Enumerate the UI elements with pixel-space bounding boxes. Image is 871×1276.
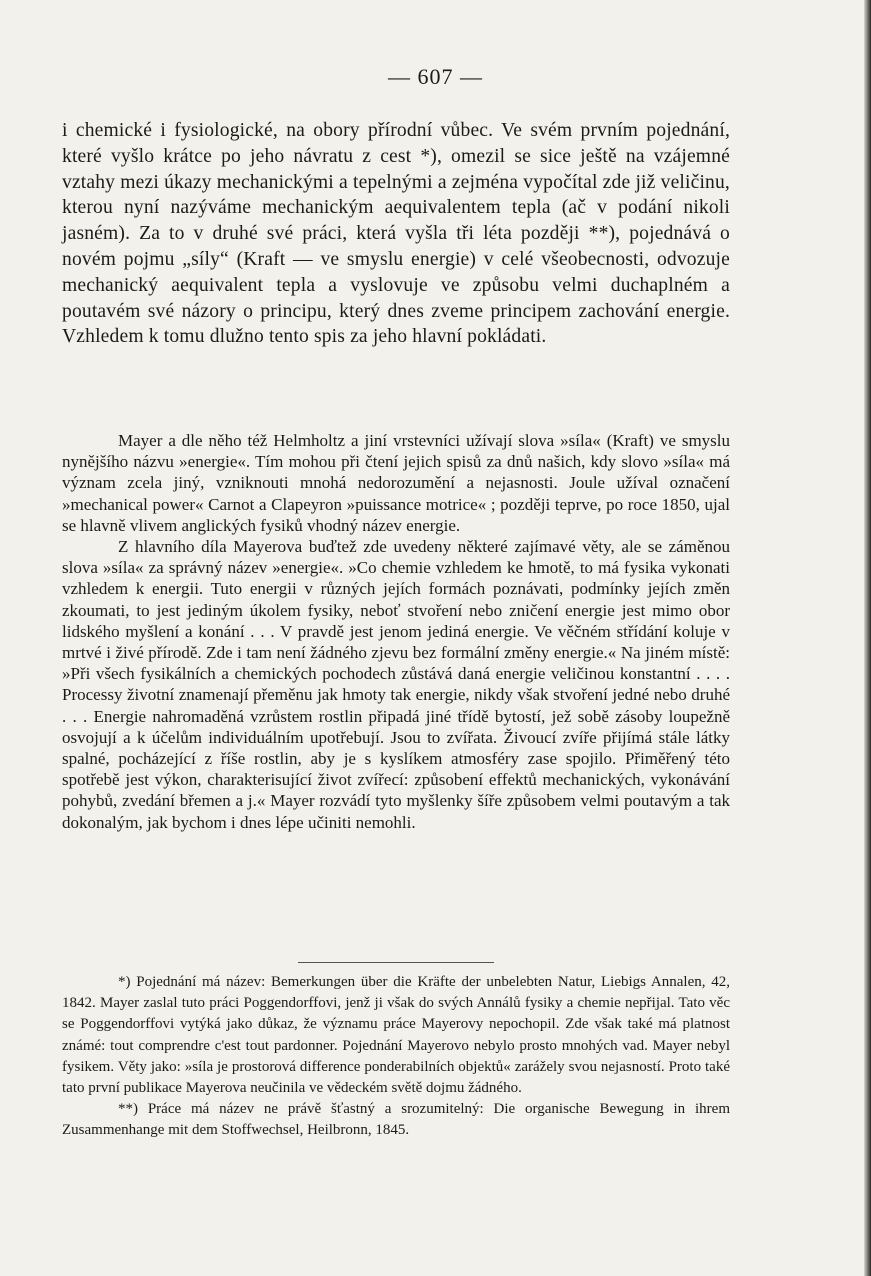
footnote-1: *) Pojednání má název: Bemerkungen über die Kräfte der unbelebten Natur, Liebigs Annalen, 42, 1842. Mayer zaslal tuto práci Poggendorffovi, jenž ji však do svých Annálů fysiky a chemie nepřijal. Tato věc se Poggendorffovi vytýká jako důkaz, že významu práce Mayerovy nepochopil. Zde však také má platnost známé: tout comprendre c'est tout pardonner. Pojednání Mayerovo nebylo prosto mnohých vad. Mayer nebyl fysikem. Věty jako: »síla je prostorová difference ponderabilních objektů« zarážely svou nejasností. Proto také tato první publikace Mayerova neučinila ve vědeckém světě dojmu žádného. <box>62 974 730 1097</box>
page-number: — 607 — <box>388 64 483 89</box>
main-paragraph: i chemické i fysiologické, na obory přírodní vůbec. Ve svém prvním pojednání, které vyšlo krátce po jeho návratu z cest *), omezil se sice ještě na vzájemné vztahy mezi úkazy mechanickými a tepelnými a zejména vypočítal zde již veličinu, kterou nyní nazýváme mechanickým aequivalentem tepla (ač v podání nikoli jasném). Za to v druhé své práci, která vyšla tři léta později **), pojednává o novém pojmu „síly“ (Kraft — ve smyslu energie) v celé všeobecnosti, odvozuje mechanický aequivalent tepla a vyslovuje ve způsobu velmi duchaplném a poutavém své názory o principu, který dnes zveme principem zachování energie. Vzhledem k tomu dlužno tento spis za jeho hlavní pokládati. <box>62 120 730 348</box>
small-text-block <box>62 430 730 833</box>
footnotes <box>62 972 730 1142</box>
footnote-divider <box>298 962 494 963</box>
book-spine-edge <box>864 0 871 1276</box>
footnote-2: **) Práce má název ne právě šťastný a srozumitelný: Die organische Bewegung in ihrem Zusammenhange mit dem Stoffwechsel, Heilbronn, 1845. <box>62 1101 730 1139</box>
small-paragraph-terminology: Mayer a dle něho též Helmholtz a jiní vrstevníci užívají slova »síla« (Kraft) ve smyslu nynějšího názvu »energie«. Tím mohou při čtení jejich spisů za dnů našich, kdy slovo »síla« má význam zcela jiný, vzniknouti mnohá nedorozumění a nejasnosti. Joule užíval označení »mechanical power« Carnot a Clapeyron »puissance motrice« ; později teprve, po roce 1850, ujal se hlavně vlivem anglických fysiků vhodný název energie. <box>62 431 730 535</box>
main-text-block <box>62 118 730 350</box>
small-paragraph-mayer-quotes: Z hlavního díla Mayerova buďtež zde uvedeny některé zajímavé věty, ale se záměnou slova »síla« za správný název »energie«. »Co chemie vzhledem ke hmotě, to má fysika vykonati vzhledem k energii. Tuto energii v různých jejích formách poznávati, podmínky jejích změn zkoumati, to jest jediným úkolem fysiky, neboť stvoření nebo zničení energie jest mimo obor lidského myšlení a konání . . . V pravdě jest jenom jediná energie. Ve věčném střídání koluje v mrtvé i živé přírodě. Zde i tam není žádného zjevu bez formální změny energie.« Na jiném místě: »Při všech fysikálních a chemických pochodech zůstává daná energie veličinou konstantní . . . . Processy životní znamenají přeměnu jak hmoty tak energie, nikdy však stvoření jedné nebo druhé . . . Energie nahromaděná vzrůstem rostlin připadá jiné třídě bytostí, jež sobě zásoby loupežně osvojují a k účelům individuálním upotřebují. Jsou to zvířata. Živoucí zvíře přijímá stále látky spalné, pocházející z říše rostlin, aby je s kyslíkem atmosféry zase spojilo. Přiměřený této spotřebě jest výkon, charakterisující život zvířecí: způsobení effektů mechanických, vykonávání pohybů, zvedání břemen a j.« Mayer rozvádí tyto myšlenky šíře způsobem velmi poutavým a tak dokonalým, jak bychom i dnes lépe učiniti nemohli. <box>62 537 730 832</box>
